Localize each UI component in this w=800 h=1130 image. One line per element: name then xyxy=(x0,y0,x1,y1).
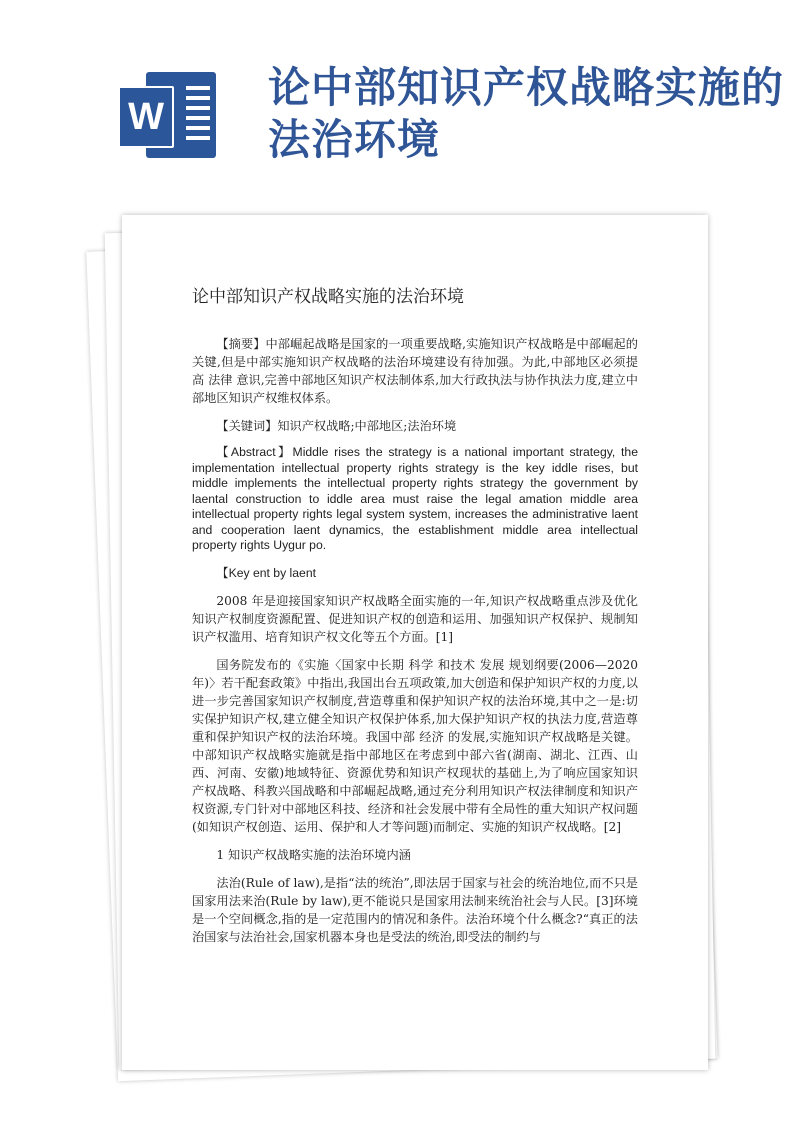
keywords-en: 【Key ent by laent xyxy=(216,565,316,580)
abstract-en: 【Abstract】Middle rises the strategy is a national important strategy, the implementation intellectual property rights strategy is the key iddle rises, but middle implements the intellectual property rights strategy the government by laental construction to iddle area must raise the legal amation middle area intellectual property rights legal system system, increases the administrative laent and cooperation laent dynamics, the establishment middle area intellectual property rights Uygur po. xyxy=(192,445,638,552)
document-body xyxy=(192,285,638,956)
abstract-cn: 【摘要】中部崛起战略是国家的一项重要战略,实施知识产权战略是中部崛起的关键,但是中部实施知识产权战略的法治环境建设有待加强。为此,中部地区必须提高 法律 意识,完善中部地区知识产权法制体系,加大行政执法与协作执法力度,建立中部地区知识产权维权体系。 xyxy=(192,337,638,405)
paragraph-1: 2008 年是迎接国家知识产权战略全面实施的一年,知识产权战略重点涉及优化知识产权制度资源配置、促进知识产权的创造和运用、加强知识产权保护、规制知识产权滥用、培育知识产权文化等五个方面。[1] xyxy=(192,593,638,644)
section-heading-1: 1 知识产权战略实施的法治环境内涵 xyxy=(216,847,411,862)
document-page xyxy=(122,215,708,1070)
document-title: 论中部知识产权战略实施的法治环境 xyxy=(192,287,464,307)
word-letter-tile: W xyxy=(118,86,174,148)
paragraph-3: 法治(Rule of law),是指“法的统治”,即法居于国家与社会的统治地位,而不只是国家用法来治(Rule by law),更不能说只是国家用法制来统治社会与人民。[3]环境是一个空间概念,指的是一定范围内的情况和条件。法治环境个什么概念?“真正的法治国家与法治社会,国家机器本身也是受法的统治,即受法的制约与 xyxy=(192,875,638,944)
banner-title: 论中部知识产权战略实施的法治环境 xyxy=(268,63,785,164)
keywords-cn: 【关键词】知识产权战略;中部地区;法治环境 xyxy=(216,419,457,433)
paragraph-2: 国务院发布的《实施〈国家中长期 科学 和技术 发展 规划纲要(2006—2020 年)〉若干配套政策》中指出,我国出台五项政策,加大创造和保护知识产权的力度,以进一步完善国家知识产权制度,营造尊重和保护知识产权的法治环境,其中之一是:切实保护知识产权,建立健全知识产权保护体系,加大保护知识产权的执法力度,营造尊重和保护知识产权的法治环境。我国中部 经济 的发展,实施知识产权战略是关键。中部知识产权战略实施就是指中部地区在考虑到中部六省(湖南、湖北、江西、山西、河南、安徽)地域特征、资源优势和知识产权现状的基础上,为了响应国家知识产权战略、科教兴国战略和中部崛起战略,通过充分利用知识产权法律制度和知识产权资源,专门针对中部地区科技、经济和社会发展中带有全局性的重大知识产权问题(如知识产权创造、运用、保护和人才等问题)而制定、实施的知识产权战略。[2] xyxy=(192,657,638,834)
banner xyxy=(0,0,800,195)
word-document-icon xyxy=(118,72,220,158)
